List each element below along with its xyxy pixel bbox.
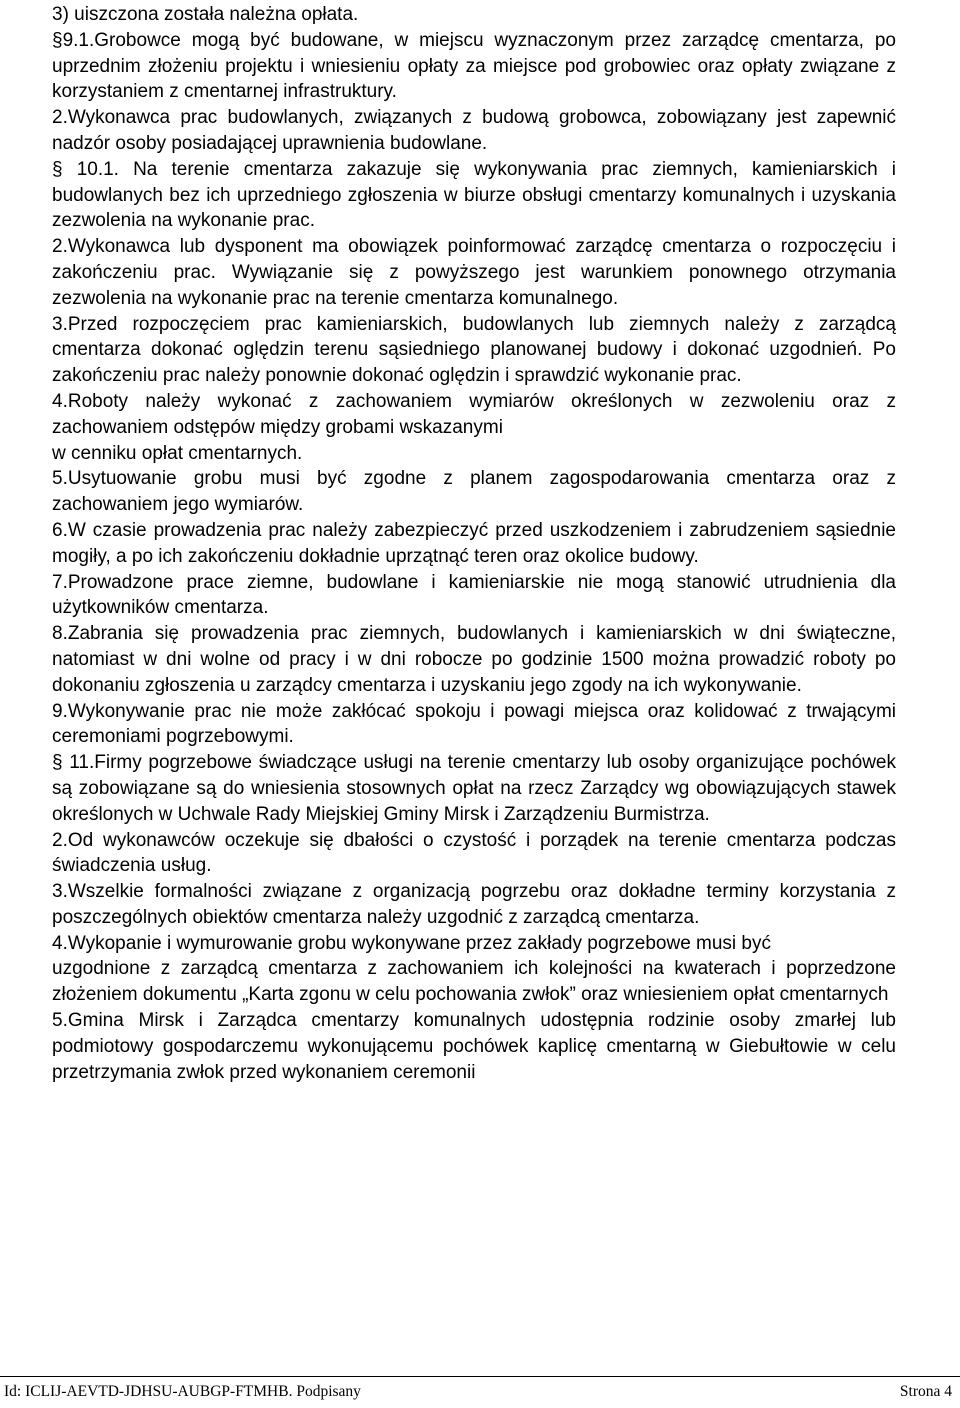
document-id: Id: ICLIJ-AEVTD-JDHSU-AUBGP-FTMHB. Podpisany [4,1383,361,1400]
paragraph-11-2: 2.Od wykonawców oczekuje się dbałości o czystość i porządek na terenie cmentarza podczas świadczenia usług. [52,829,896,877]
paragraph-10-8: 8.Zabrania się prowadzenia prac ziemnych, budowlanych i kamieniarskich w dni świąteczne, natomiast w dni wolne od pracy i w dni robocze po godzinie 1500 można prowadzić roboty po dokonaniu zgłoszenia u zarządcy cmentarza i uzyskaniu jego zgody na ich wykonywanie. [52,623,896,696]
paragraph-10-2: 2.Wykonawca lub dysponent ma obowiązek poinformować zarządcę cmentarza o rozpoczęciu i zakończeniu prac. Wywiązanie się z powyższego jest warunkiem ponownego otrzymania zezwolenia na wykonanie prac na terenie cmentarza komunalnego. [52,236,896,309]
paragraph-10-9: 9.Wykonywanie prac nie może zakłócać spokoju i powagi miejsca oraz kolidować z trwającymi ceremoniami pogrzebowymi. [52,700,896,748]
document-body [52,2,896,1085]
paragraph-10-6: 6.W czasie prowadzenia prac należy zabezpieczyć przed uszkodzeniem i zabrudzeniem sąsiednie mogiły, a po ich zakończeniu dokładnie uprzątnąć teren oraz okolice budowy. [52,519,896,567]
paragraph-10-1: § 10.1. Na terenie cmentarza zakazuje się wykonywania prac ziemnych, kamieniarskich i budowlanych bez ich uprzedniego zgłoszenia w biurze obsługi cmentarzy komunalnych i uzyskania zezwolenia na wykonanie prac. [52,158,896,232]
paragraph-11-3: 3.Wszelkie formalności związane z organizacją pogrzebu oraz dokładne terminy korzystania z poszczególnych obiektów cmentarza należy uzgodnić z zarządcą cmentarza. [52,881,896,928]
paragraph-10-7: 7.Prowadzone prace ziemne, budowlane i kamieniarskie nie mogą stanowić utrudnienia dla użytkowników cmentarza. [52,571,896,619]
paragraph-9-1: §9.1.Grobowce mogą być budowane, w miejscu wyznaczonym przez zarządcę cmentarza, po uprzednim złożeniu projektu i wniesieniu opłaty za miejsce pod grobowiec oraz opłaty związane z korzystaniem z cmentarnej infrastruktury. [52,29,896,103]
page-number: Strona 4 [899,1383,952,1400]
paragraph-payment: 3) uiszczona została należna opłata. [52,4,359,25]
paragraph-11-5: 5.Gmina Mirsk i Zarządca cmentarzy komunalnych udostępnia rodzinie osoby zmarłej lub podmiotowy gospodarczemu wykonującemu pochówek kaplicę cmentarną w Giebułtowie w celu przetrzymania zwłok przed wykonaniem ceremonii [52,1010,896,1083]
paragraph-11-1: § 11.Firmy pogrzebowe świadczące usługi na terenie cmentarzy lub osoby organizujące pochówek są zobowiązane są do wniesienia stosownych opłat na rzecz Zarządcy wg obowiązujących stawek określonych w Uchwale Rady Miejskiej Gminy Mirsk i Zarządzeniu Burmistrza. [52,752,896,825]
paragraph-10-5: 5.Usytuowanie grobu musi być zgodne z planem zagospodarowania cmentarza oraz z zachowaniem jego wymiarów. [52,468,896,516]
paragraph-10-3: 3.Przed rozpoczęciem prac kamieniarskich, budowlanych lub ziemnych należy z zarządcą cmentarza dokonać oględzin terenu sąsiedniego planowanej budowy i dokonać uzgodnień. Po zakończeniu prac należy ponownie dokonać oględzin i sprawdzić wykonanie prac. [52,313,896,387]
paragraph-11-4: 4.Wykopanie i wymurowanie grobu wykonywane przez zakłady pogrzebowe musi być uzgodnione z zarządcą cmentarza z zachowaniem ich kolejności na kwaterach i poprzedzone złożeniem dokumentu „Karta zgonu w celu pochowania zwłok” oraz wniesieniem opłat cmentarnych [52,932,896,1006]
footer-divider [0,1376,960,1377]
paragraph-10-4: 4.Roboty należy wykonać z zachowaniem wymiarów określonych w zezwoleniu oraz z zachowaniem odstępów między grobami wskazanymi w cenniku opłat cmentarnych. [52,390,896,464]
paragraph-9-2: 2.Wykonawca prac budowlanych, związanych z budową grobowca, zobowiązany jest zapewnić nadzór osoby posiadającej uprawnienia budowlane. [52,107,896,154]
